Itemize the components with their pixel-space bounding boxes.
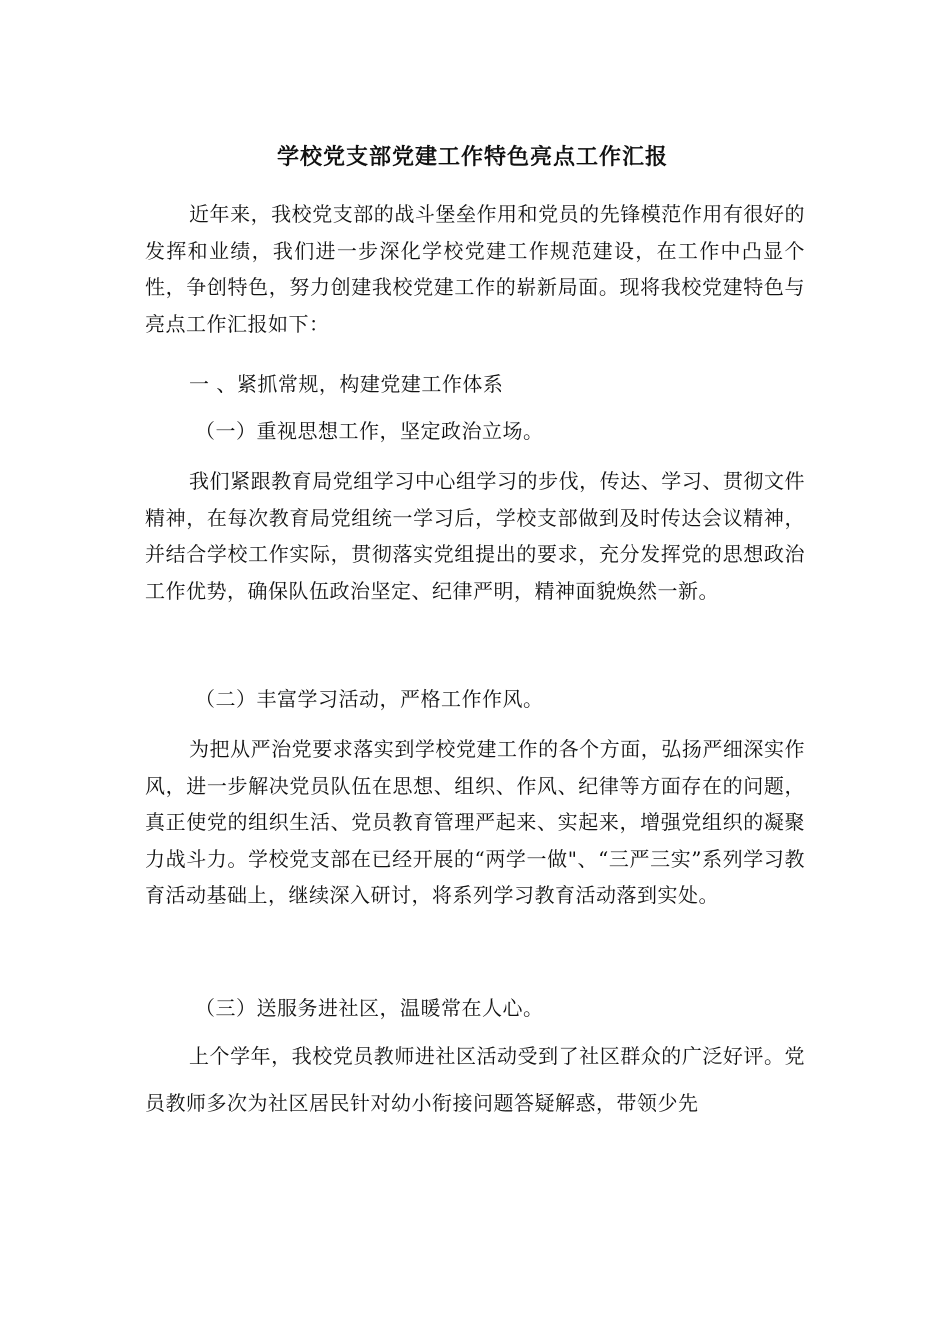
subsection-2-heading: （二）丰富学习活动，严格工作作风。 — [195, 687, 544, 711]
section-1-heading: 一 、紧抓常规，构建党建工作体系 — [189, 372, 504, 396]
subsection-1-heading: （一）重视思想工作，坚定政治立场。 — [195, 419, 544, 443]
subsection-1-body: 我们紧跟教育局党组学习中心组学习的步伐，传达、学习、贯彻文件精神，在每次教育局党组统一学习后，学校支部做到及时传达会议精神，并结合学校工作实际，贯彻落实党组提出的要求，充分发挥党的思想政治工作优势，确保队伍政治坚定、纪律严明，精神面貌焕然一新。 — [145, 469, 805, 603]
document-title: 学校党支部党建工作特色亮点工作汇报 — [276, 145, 668, 170]
subsection-3-body: 上个学年，我校党员教师进社区活动受到了社区群众的广泛好评。党员教师多次为社区居民针对幼小衔接问题答疑解惑，带领少先 — [145, 1044, 805, 1115]
subsection-2-body: 为把从严治党要求落实到学校党建工作的各个方面，弘扬严细深实作风，进一步解决党员队伍在思想、组织、作风、纪律等方面存在的问题，真正使党的组织生活、党员教育管理严起来、实起来，增强党组织的凝聚力战斗力。学校党支部在已经开展的“两学一做"、“三严三实”系列学习教育活动基础上，继续深入研讨，将系列学习教育活动落到实处。 — [145, 737, 805, 907]
subsection-3-heading: （三）送服务进社区，温暖常在人心。 — [195, 996, 544, 1020]
intro-paragraph: 近年来，我校党支部的战斗堡垒作用和党员的先锋模范作用有很好的发挥和业绩，我们进一步深化学校党建工作规范建设，在工作中凸显个性，争创特色，努力创建我校党建工作的崭新局面。现将我校党建特色与亮点工作汇报如下： — [145, 202, 805, 336]
